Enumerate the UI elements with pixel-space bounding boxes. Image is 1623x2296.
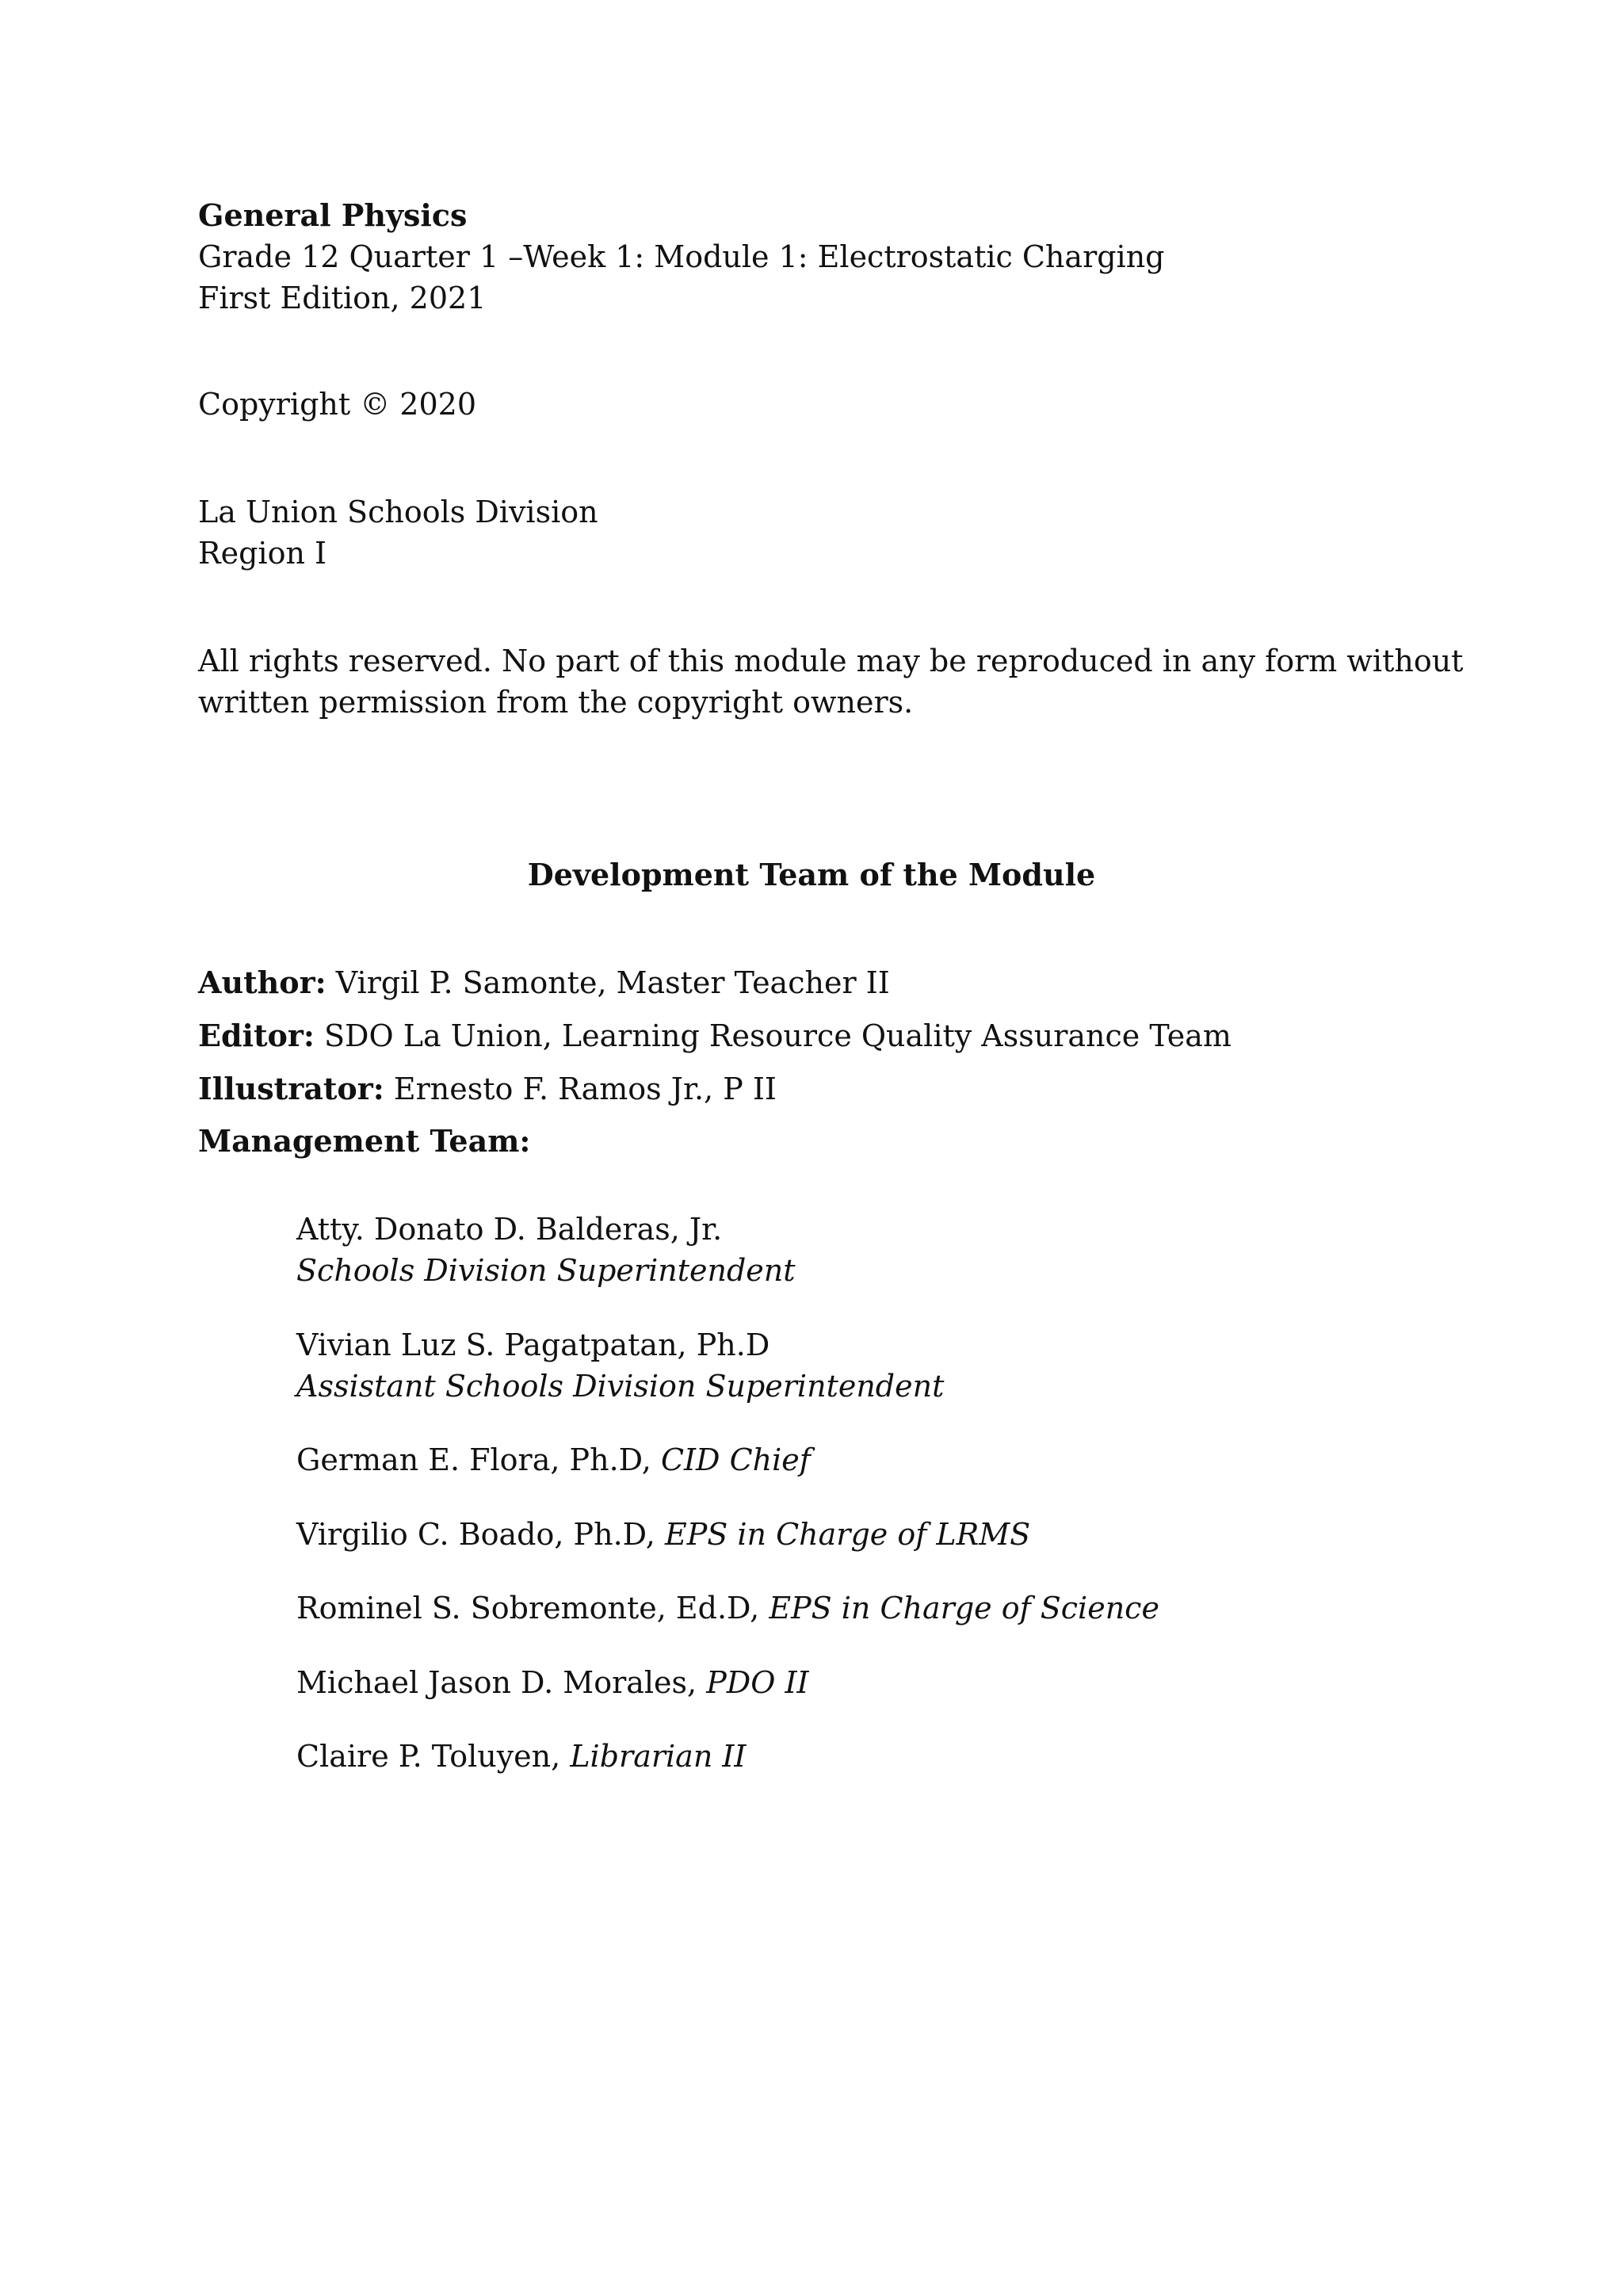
author-value: Virgil P. Samonte, Master Teacher II [335,965,890,1000]
member-name: Claire P. Toluyen, [296,1739,561,1774]
editor-label: Editor: [198,1018,315,1053]
illustrator-credit [198,1068,777,1110]
management-member [296,1587,1159,1629]
title-block [198,195,1434,319]
member-name: Virgilio C. Boado, Ph.D, [296,1517,655,1552]
edition-line: First Edition, 2021 [198,281,487,315]
management-member [296,1514,1030,1555]
editor-value: SDO La Union, Learning Resource Quality Assurance Team [324,1018,1232,1053]
dev-team-heading: Development Team of the Module [527,857,1096,892]
copyright-block [198,384,1434,425]
member-role: EPS in Charge of LRMS [664,1517,1031,1552]
member-role: EPS in Charge of Science [769,1591,1159,1626]
member-name: Atty. Donato D. Balderas, Jr. [296,1212,723,1247]
publisher-block [198,491,1434,574]
member-role: Schools Division Superintendent [296,1253,796,1288]
member-name: Michael Jason D. Morales, [296,1665,697,1700]
author-credit [198,962,890,1003]
illustrator-value: Ernesto F. Ramos Jr., P II [393,1072,777,1106]
member-role: PDO II [706,1665,809,1700]
management-member [296,1736,746,1777]
rights-block [198,640,1464,723]
member-role: Librarian II [570,1739,747,1774]
management-member [296,1324,944,1407]
member-name: German E. Flora, Ph.D, [296,1442,651,1477]
management-team-credit [198,1121,530,1162]
member-role: CID Chief [660,1442,811,1477]
document-title: General Physics [198,197,468,233]
management-member [296,1662,809,1703]
management-member [296,1209,796,1291]
division-line: La Union Schools Division [198,495,598,529]
member-name: Rominel S. Sobremonte, Ed.D, [296,1591,760,1626]
copyright-line: Copyright © 2020 [198,387,476,422]
member-name: Vivian Luz S. Pagatpatan, Ph.D [296,1328,770,1362]
management-team-label: Management Team: [198,1123,531,1159]
rights-line-2: written permission from the copyright owners. [198,685,914,720]
management-member [296,1439,811,1480]
author-label: Author: [198,965,327,1000]
module-line: Grade 12 Quarter 1 –Week 1: Module 1: Electrostatic Charging [198,239,1165,274]
rights-line-1: All rights reserved. No part of this module may be reproduced in any form without [198,644,1464,678]
illustrator-label: Illustrator: [198,1071,384,1106]
member-role: Assistant Schools Division Superintendent [296,1369,945,1404]
editor-credit [198,1015,1232,1056]
region-line: Region I [198,536,327,571]
